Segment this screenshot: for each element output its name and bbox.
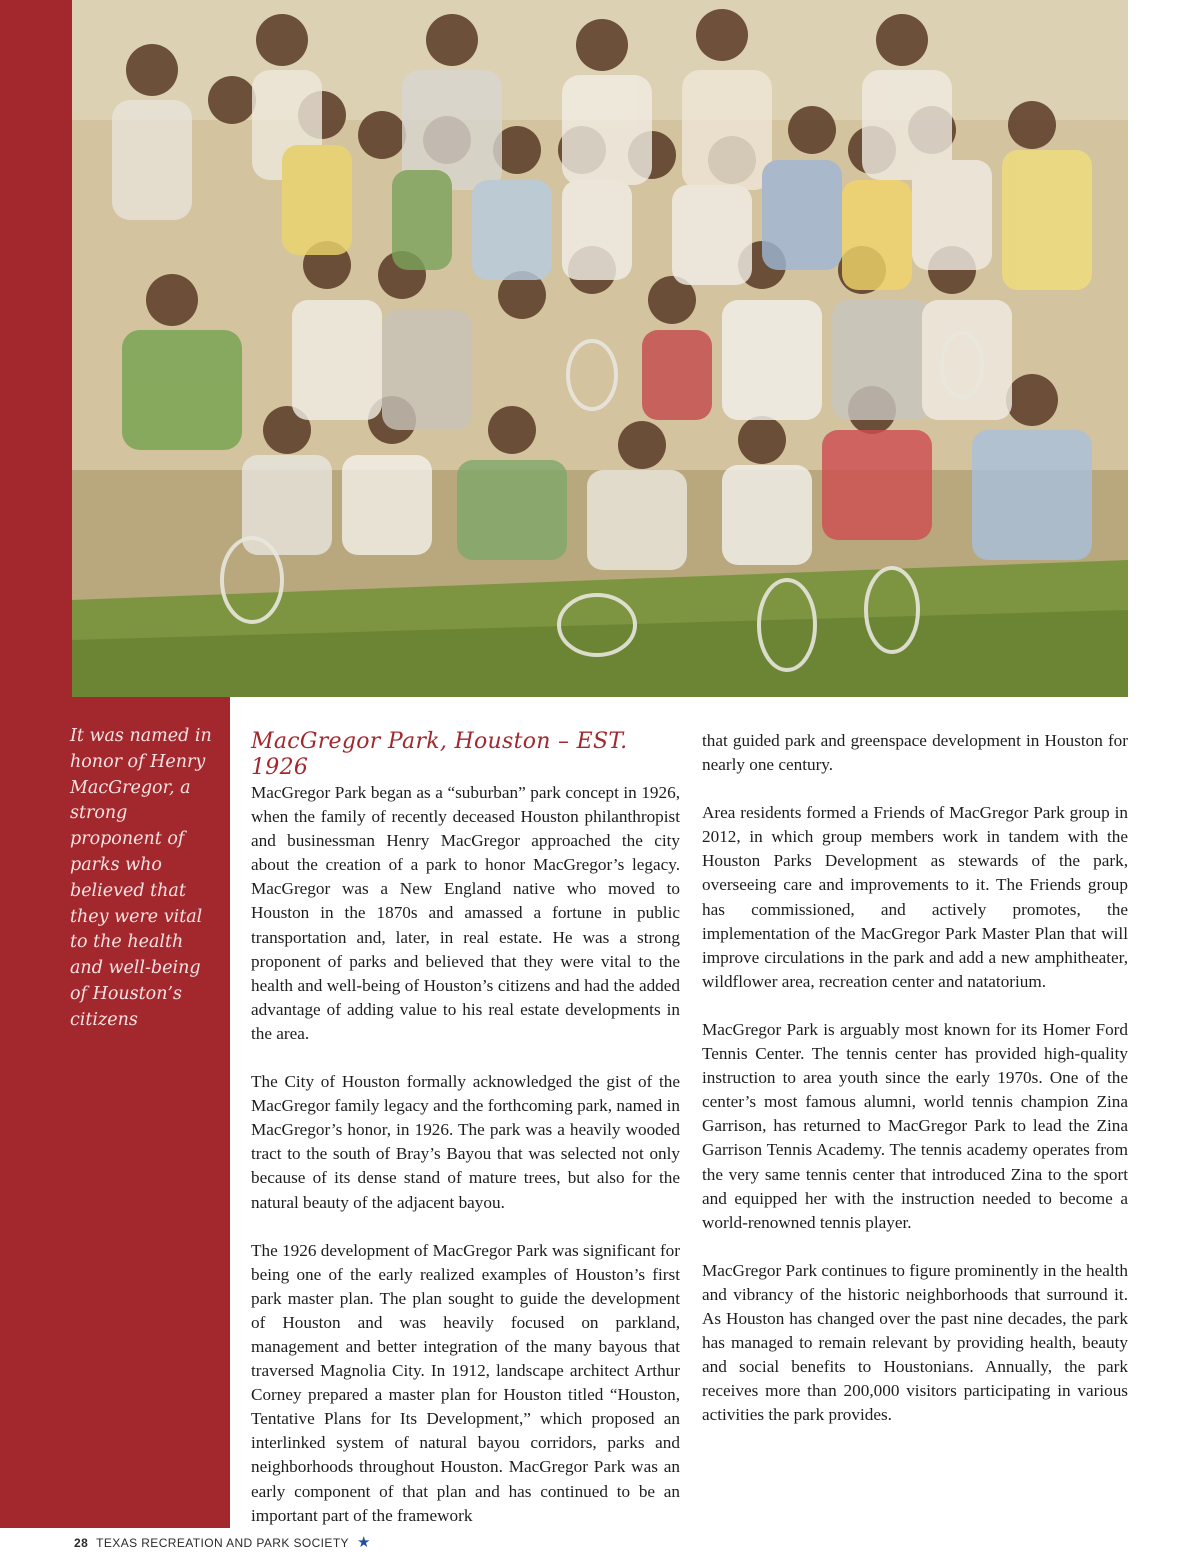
article-paragraph: The City of Houston formally acknowledged the gist of the MacGregor family legacy and the forthcoming park, named in MacGregor’s honor, in 1926. The park was a heavily wooded tract to the south of Bray’s Bayou that was selected not only because of its dense stand of mature trees, but also for the natural beauty of the adjacent bayou. — [251, 1072, 680, 1212]
publication-name: TEXAS RECREATION AND PARK SOCIETY — [96, 1536, 349, 1550]
page-number: 28 — [74, 1536, 89, 1550]
article-column-left — [251, 729, 680, 1552]
article-paragraph: The 1926 development of MacGregor Park was significant for being one of the early realized examples of Houston’s first park master plan. The plan sought to guide the development of Houston and was heavily focused on parkland, management and better integration of the many bayous that traversed Magnolia City. In 1912, landscape architect Arthur Corney prepared a master plan for Houston titled “Houston, Tentative Plans for Its Development,” which proposed an interlinked system of natural bayou corridors, parks and neighborhoods throughout Houston. MacGregor Park was an early component of that plan and has continued to be an important part of the framework — [251, 1240, 680, 1525]
star-icon: ★ — [356, 1534, 371, 1551]
section-heading: MacGregor Park, Houston – EST. 1926 — [251, 729, 628, 780]
article-paragraph: that guided park and greenspace development in Houston for nearly one century. — [702, 731, 1128, 775]
group-photo — [72, 0, 1128, 697]
article-paragraph: MacGregor Park is arguably most known for its Homer Ford Tennis Center. The tennis center has provided high-quality instruction to area youth since the early 1970s. One of the center’s most famous alumni, world tennis champion Zina Garrison, has returned to MacGregor Park to lead the Zina Garrison Tennis Academy. The tennis academy operates from the very same tennis center that introduced Zina to the sport and equipped her with the instruction needed to become a world-renowned tennis player. — [702, 1019, 1128, 1232]
group-photo-illustration — [72, 0, 1128, 697]
article-column-right — [702, 729, 1128, 1451]
pull-quote: It was named in honor of Henry MacGregor, a strong proponent of parks who believed that they were vital to the health and well-being of Houston’s citizens — [70, 726, 212, 1030]
article-paragraph: Area residents formed a Friends of MacGregor Park group in 2012, in which group members work in tandem with the Houston Parks Development as stewards of the park, overseeing care and improvements to it. The Friends group has commissioned, and actively promotes, the implementation of the MacGregor Park Master Plan that will improve circulations in the park and add a new amphitheater, wildflower area, recreation center and natatorium. — [702, 803, 1128, 991]
page-footer — [74, 1536, 371, 1550]
article-paragraph: MacGregor Park continues to figure prominently in the health and vibrancy of the historic neighborhoods that surround it. As Houston has changed over the past nine decades, the park has managed to remain relevant by providing health, beauty and social benefits to Houstonians. Annually, the park receives more than 200,000 visitors participating in various activities the park provides. — [702, 1260, 1128, 1425]
article-paragraph: MacGregor Park began as a “suburban” park concept in 1926, when the family of recently deceased Houston philanthropist and businessman Henry MacGregor approached the city about the creation of a park to honor MacGregor’s legacy. MacGregor was a New England native who moved to Houston in the 1870s and amassed a fortune in public transportation and, later, in real estate. He was a strong proponent of parks and believed that they were vital to the health and well-being of Houston’s citizens and had the added advantage of adding value to his real estate developments in the area. — [251, 783, 680, 1043]
